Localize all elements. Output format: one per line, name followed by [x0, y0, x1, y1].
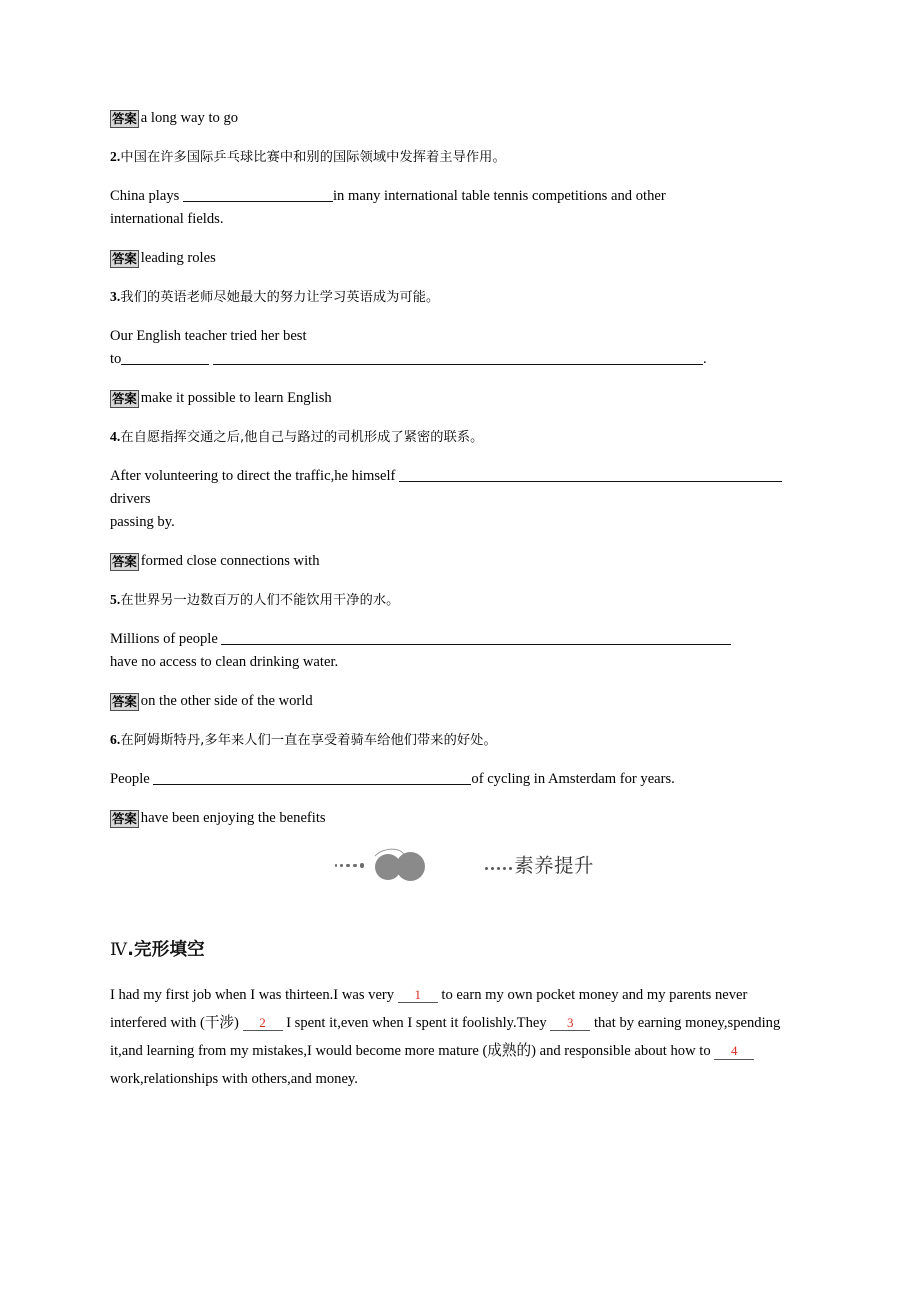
answer-label-icon: 答案	[110, 390, 139, 408]
question-4-english-before: After volunteering to direct the traffic,he himself	[110, 467, 396, 484]
cloze-blank-3[interactable]: 3	[550, 1016, 590, 1031]
question-3-period: .	[703, 350, 707, 367]
question-5-chinese: 在世界另一边数百万的人们不能饮用干净的水。	[120, 593, 400, 609]
answer-label-icon: 答案	[110, 250, 139, 268]
divider-circle-right	[396, 852, 425, 881]
divider-label	[485, 853, 594, 877]
question-2-english-row	[110, 185, 807, 231]
cloze-segment-2: to earn my own pocket money and my parents never interfered with (干涉)	[110, 987, 748, 1032]
answer-text-4: formed close connections with	[140, 553, 320, 570]
answer-label-icon: 答案	[110, 553, 139, 571]
cloze-passage	[110, 981, 807, 1093]
question-3-english-row	[110, 325, 807, 371]
question-6-english-row	[110, 768, 807, 791]
cloze-segment-1: I had my first job when I was thirteen.I was very	[110, 987, 398, 1004]
question-6-english-before: People	[110, 770, 150, 787]
question-2-english-before: China plays	[110, 187, 180, 204]
question-5-chinese-row	[110, 590, 807, 610]
answer-label-icon: 答案	[110, 110, 139, 128]
answer-row-5	[110, 691, 807, 711]
cloze-segment-4: that by earning money,spending it,and learning from my mistakes,I would become more mature (成熟的) and responsible about how to	[110, 1015, 781, 1060]
answer-text-2: leading roles	[140, 250, 216, 266]
question-3-english-line1: Our English teacher tried her best	[110, 327, 307, 344]
question-2-chinese-row	[110, 147, 807, 167]
question-3-blank-b[interactable]	[213, 351, 703, 365]
question-4-english-row	[110, 465, 807, 534]
question-6-chinese: 在阿姆斯特丹,多年来人们一直在享受着骑车给他们带来的好处。	[120, 733, 497, 749]
question-2-english-line2: international fields.	[110, 210, 224, 227]
answer-row-1	[110, 108, 807, 128]
cloze-segment-5: work,relationships with others,and money.	[110, 1071, 358, 1088]
answer-text-3: make it possible to learn English	[140, 390, 332, 406]
divider-circles-icon	[369, 848, 433, 882]
question-4-blank[interactable]	[399, 468, 782, 482]
answer-text-6: have been enjoying the benefits	[140, 810, 326, 826]
answer-label-icon: 答案	[110, 693, 139, 711]
section-numeral: Ⅳ	[110, 940, 128, 960]
question-4-chinese-row	[110, 427, 807, 447]
question-3-blank-a[interactable]	[121, 351, 209, 365]
document-content	[110, 108, 807, 1093]
question-3-english-to: to	[110, 350, 122, 367]
question-2-chinese: 中国在许多国际乒乓球比赛中和别的国际领域中发挥着主导作用。	[120, 150, 506, 166]
question-3-number: 3.	[110, 289, 121, 305]
question-4-chinese: 在自愿指挥交通之后,他自己与路过的司机形成了紧密的联系。	[120, 430, 484, 446]
question-2-english-after: in many international table tennis competitions and other	[332, 187, 666, 204]
section-heading	[110, 936, 807, 961]
answer-row-6	[110, 808, 807, 828]
answer-row-4	[110, 551, 807, 571]
question-4-number: 4.	[110, 429, 121, 445]
question-4-english-after: drivers	[110, 490, 151, 507]
question-3-chinese: 我们的英语老师尽她最大的努力让学习英语成为可能。	[120, 290, 440, 306]
question-6-blank[interactable]	[153, 771, 471, 785]
question-5-english-row	[110, 628, 807, 674]
question-3-english-line2	[110, 348, 807, 371]
question-6-english-after: of cycling in Amsterdam for years.	[471, 770, 675, 787]
section-title: 完形填空	[134, 940, 205, 961]
question-4-english-line2: passing by.	[110, 514, 175, 530]
answer-text-1: a long way to go	[140, 110, 239, 126]
answer-row-3	[110, 388, 807, 408]
question-5-english-before: Millions of people	[110, 630, 218, 647]
question-6-number: 6.	[110, 732, 121, 748]
divider-section-title: 素养提升	[514, 853, 594, 877]
divider-dots-icon	[335, 863, 364, 867]
question-5-blank[interactable]	[221, 631, 731, 645]
question-6-chinese-row	[110, 730, 807, 750]
cloze-blank-1[interactable]: 1	[398, 988, 438, 1003]
cloze-segment-3: I spent it,even when I spent it foolishly.They	[282, 1015, 551, 1032]
divider-inner	[335, 848, 594, 882]
section-divider	[110, 848, 807, 902]
cloze-blank-4[interactable]: 4	[714, 1044, 754, 1059]
question-5-english-line2: have no access to clean drinking water.	[110, 654, 339, 670]
question-2-blank[interactable]	[183, 188, 333, 202]
answer-text-5: on the other side of the world	[140, 693, 313, 710]
question-2-number: 2.	[110, 149, 121, 165]
question-5-number: 5.	[110, 592, 121, 608]
cloze-blank-2[interactable]: 2	[243, 1016, 283, 1031]
question-3-chinese-row	[110, 287, 807, 307]
answer-label-icon: 答案	[110, 810, 139, 828]
divider-label-dots-icon	[485, 867, 512, 870]
section-separator: .	[127, 940, 135, 961]
answer-row-2	[110, 248, 807, 268]
